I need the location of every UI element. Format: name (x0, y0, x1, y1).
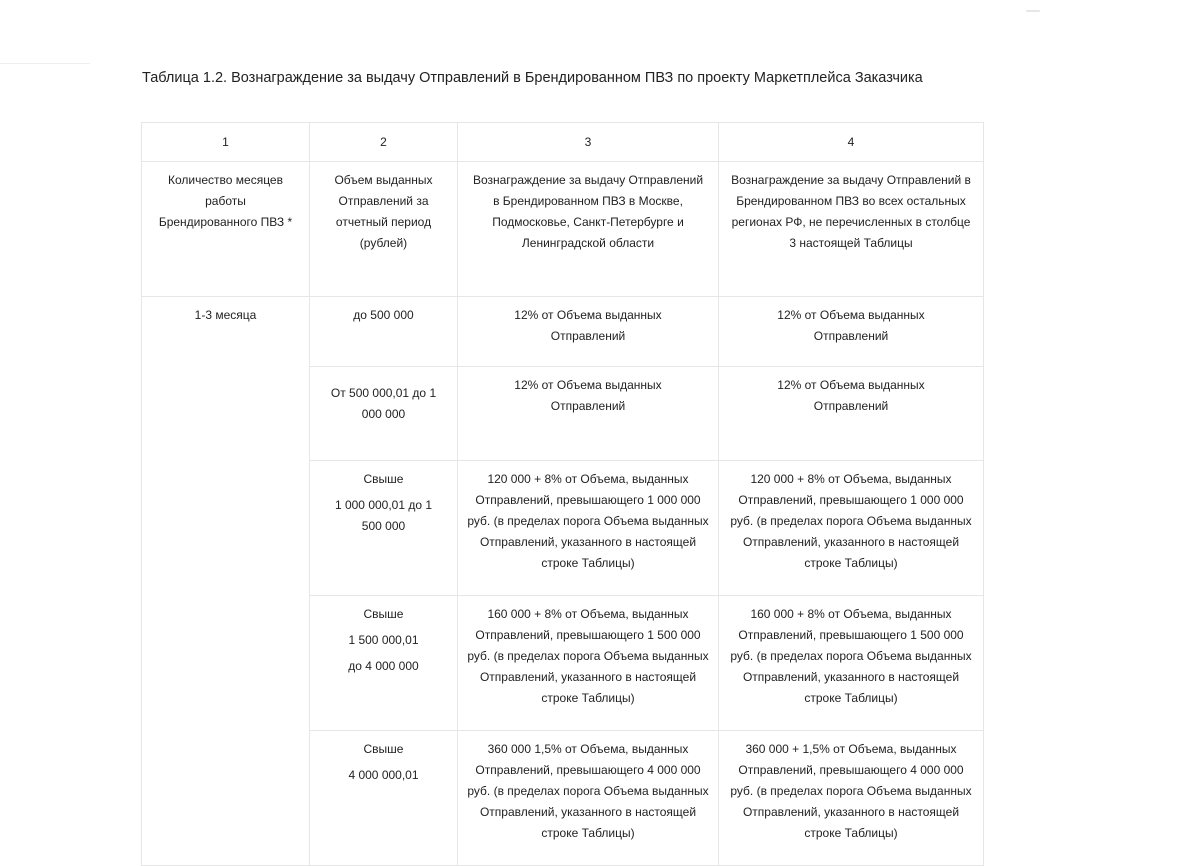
table-row (142, 297, 984, 367)
period-cell: 1-3 месяца (142, 297, 310, 866)
volume-cell (310, 461, 458, 596)
column-number-row (142, 123, 984, 162)
regions-reward-cell: 120 000 + 8% от Объема, выданных Отправлений, превышающего 1 000 000 руб. (в пределах порога Объема выданных Отправлений, указанного в настоящей строке Таблицы) (719, 461, 984, 596)
volume-cell (310, 596, 458, 731)
scroll-indicator (1026, 10, 1040, 12)
volume-prefix: Свыше (363, 742, 404, 756)
moscow-reward-cell: 120 000 + 8% от Объема, выданных Отправлений, превышающего 1 000 000 руб. (в пределах порога Объема выданных Отправлений, указанного в настоящей строке Таблицы) (458, 461, 719, 596)
regions-reward-cell: 360 000 + 1,5% от Объема, выданных Отправлений, превышающего 4 000 000 руб. (в пределах порога Объема выданных Отправлений, указанного в настоящей строке Таблицы) (719, 731, 984, 866)
volume-prefix: Свыше (363, 607, 404, 621)
volume-to: до 4 000 000 (348, 659, 419, 673)
column-number: 4 (719, 123, 984, 162)
moscow-reward-cell: 12% от Объема выданных Отправлений (458, 367, 719, 461)
header-regions-reward: Вознаграждение за выдачу Отправлений в Брендированном ПВЗ во всех остальных регионах РФ, не перечисленных в столбце 3 настоящей Таблицы (719, 162, 984, 297)
volume-from: 1 500 000,01 (348, 633, 419, 647)
volume-cell: до 500 000 (310, 297, 458, 367)
column-number: 1 (142, 123, 310, 162)
regions-reward-cell: 12% от Объема выданных Отправлений (719, 367, 984, 461)
divider (0, 63, 90, 64)
column-number: 2 (310, 123, 458, 162)
moscow-reward-cell: 160 000 + 8% от Объема, выданных Отправлений, превышающего 1 500 000 руб. (в пределах порога Объема выданных Отправлений, указанного в настоящей строке Таблицы) (458, 596, 719, 731)
table-caption: Таблица 1.2. Вознаграждение за выдачу Отправлений в Брендированном ПВЗ по проекту Маркетплейса Заказчика (142, 70, 923, 86)
column-header-row (142, 162, 984, 297)
regions-reward-cell: 160 000 + 8% от Объема, выданных Отправлений, превышающего 1 500 000 руб. (в пределах порога Объема выданных Отправлений, указанного в настоящей строке Таблицы) (719, 596, 984, 731)
header-volume: Объем выданных Отправлений за отчетный период (рублей) (310, 162, 458, 297)
reward-table (141, 122, 984, 866)
column-number: 3 (458, 123, 719, 162)
volume-prefix: Свыше (363, 472, 404, 486)
volume-range: 1 000 000,01 до 1 500 000 (334, 498, 433, 533)
regions-reward-cell: 12% от Объема выданных Отправлений (719, 297, 984, 367)
volume-cell: От 500 000,01 до 1 000 000 (310, 367, 458, 461)
header-months: Количество месяцев работы Брендированного ПВЗ * (142, 162, 310, 297)
header-moscow-reward: Вознаграждение за выдачу Отправлений в Брендированном ПВЗ в Москве, Подмосковье, Санкт-Петербурге и Ленинградской области (458, 162, 719, 297)
volume-from: 4 000 000,01 (348, 768, 419, 782)
moscow-reward-cell: 360 000 1,5% от Объема, выданных Отправлений, превышающего 4 000 000 руб. (в пределах порога Объема выданных Отправлений, указанного в настоящей строке Таблицы) (458, 731, 719, 866)
volume-cell (310, 731, 458, 866)
moscow-reward-cell: 12% от Объема выданных Отправлений (458, 297, 719, 367)
